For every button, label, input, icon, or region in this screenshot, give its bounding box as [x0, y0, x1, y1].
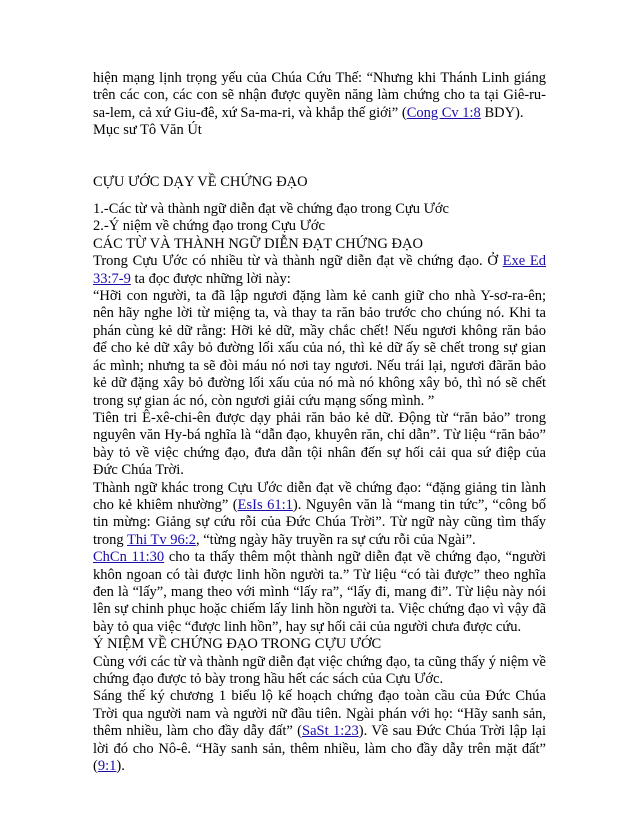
ref-link-cong-cv[interactable]: Cong Cv 1:8: [406, 104, 481, 121]
doc-heading: CỰU ƯỚC DẠY VỀ CHỨNG ĐẠO: [93, 173, 308, 190]
ref-link-esis[interactable]: EsIs 61:1: [237, 496, 293, 513]
ref-link-sast[interactable]: SaSt 1:23: [302, 723, 359, 740]
p6-text-b: ). Về sau Đức Chúa Trời lập lại lời đó cho Nô-ê. “Hãy sanh sản, thêm nhiều, làm cho đầy dẫy trên mặt đất” (: [93, 723, 546, 775]
paragraph-4: [93, 549, 546, 636]
p4-text: cho ta thấy thêm một thành ngữ diễn đạt về chứng đạo, “người khôn ngoan có tài được linh hồn người ta.” Từ liệu “có tài được” theo nghĩa đen là “lấy”, mang theo với mình “lấy ra”, “lấy đi, mang đi”. Từ liệu này nói lên sự chinh phục hoặc chiếm lấy linh hồn người ta. Việc chứng đạo vì vậy đã bày tỏ qua việc “được linh hồn”, hay sự hối cải của người chưa được cứu.: [93, 549, 546, 635]
ref-link-9-1[interactable]: 9:1: [97, 758, 117, 775]
intro-paragraph: [93, 70, 546, 122]
section2-title: Ý NIỆM VỀ CHỨNG ĐẠO TRONG CỰU ƯỚC: [93, 636, 382, 653]
ref-link-chcn[interactable]: ChCn 11:30: [93, 549, 165, 566]
outline-item-1: 1.-Các từ và thành ngữ diễn đạt về chứng đạo trong Cựu Ước: [93, 201, 449, 218]
paragraph-6: [93, 688, 546, 775]
p3-text-c: , “từng ngày hãy truyền ra sự cứu rỗi của Ngài”.: [196, 531, 476, 548]
p6-text-c: ).: [116, 758, 125, 775]
author-line: Mục sư Tô Văn Út: [93, 122, 202, 139]
p1-text: Trong Cựu Ước có nhiều từ và thành ngữ diễn đạt về chứng đạo. Ở: [93, 253, 503, 270]
spacer-small: [93, 191, 546, 201]
document-page: [93, 70, 546, 775]
p3-text-b: ). Nguyên văn là “mang tin tức”, “công bố tin mừng: Giảng sự cứu rỗi của Đức Chúa Trời”. Từ ngữ này cũng tìm thấy trong: [93, 496, 547, 548]
section1-title: CÁC TỪ VÀ THÀNH NGỮ DIỄN ĐẠT CHỨNG ĐẠO: [93, 235, 423, 252]
ref-link-thi-tv[interactable]: Thi Tv 96:2: [126, 531, 196, 548]
intro-text: hiện mạng lịnh trọng yếu của Chúa Cứu Thế: “Nhưng khi Thánh Linh giáng trên các con, các con sẽ nhận được quyền năng làm chứng cho ta tại Giê-ru-sa-lem, cả xứ Giu-đê, xứ Sa-ma-ri, và khắp thế giới” (: [93, 70, 546, 121]
p3-text-a: Thành ngữ khác trong Cựu Ước diễn đạt về chứng đạo: “đặng giảng tin lành cho kẻ khiêm nhường” (: [93, 479, 546, 513]
p6-text-a: Sáng thế ký chương 1 biểu lộ kế hoạch chứng đạo toàn cầu của Đức Chúa Trời qua người nam và người nữ đầu tiên. Ngài phán với họ: “Hãy sanh sản, thêm nhiều, làm cho đầy dẫy đất” (: [93, 688, 546, 740]
outline-item-2: 2.-Ý niệm về chứng đạo trong Cựu Ước: [93, 218, 325, 235]
paragraph-3: [93, 480, 546, 550]
quote-paragraph: “Hỡi con người, ta đã lập ngươi đặng làm kẻ canh giữ cho nhà Y-sơ-ra-ên; nên hãy nghe lời từ miệng ta, và thay ta răn bảo trước cho chúng nó. Khi ta phán cùng kẻ dữ rằng: Hỡi kẻ dữ, mầy chắc chết! Nếu ngươi không răn bảo để cho kẻ dữ xây bỏ đường lối xấu của nó, thì kẻ dữ ấy sẽ chết trong sự gian ác mình; nhưng ta sẽ đòi máu nó nơi tay ngươi. Nếu trái lại, ngươi đãrăn bảo kẻ dữ đặng xây bỏ đường lối xấu của nó mà nó không xây bỏ, thì nó sẽ chết trong sự gian ác nó, còn ngươi giải cứu mạng sống mình. ”: [93, 288, 546, 409]
spacer: [93, 140, 546, 174]
paragraph-2: Tiên tri Ê-xê-chi-ên được dạy phải răn bảo kẻ dữ. Động từ “răn bảo” trong nguyên văn Hy-bá nghĩa là “dẫn đạo, khuyên răn, chỉ dẫn”. Từ liệu “răn bảo” bày tỏ về việc chứng đạo, đưa dẫn tội nhân đến sự hối cải qua sứ điệp của Đức Chúa Trời.: [93, 409, 546, 479]
paragraph-5: Cùng với các từ và thành ngữ diễn đạt việc chứng đạo, ta cũng thấy ý niệm về chứng đạo được tỏ bày trong hầu hết các sách của Cựu Ước.: [93, 653, 546, 687]
ref-link-exe-ed[interactable]: Exe Ed 33:7-9: [93, 253, 546, 287]
paragraph-1: [93, 253, 546, 288]
intro-text-end: BDY).: [480, 104, 524, 121]
p1-text-end: ta đọc được những lời này:: [130, 270, 291, 287]
